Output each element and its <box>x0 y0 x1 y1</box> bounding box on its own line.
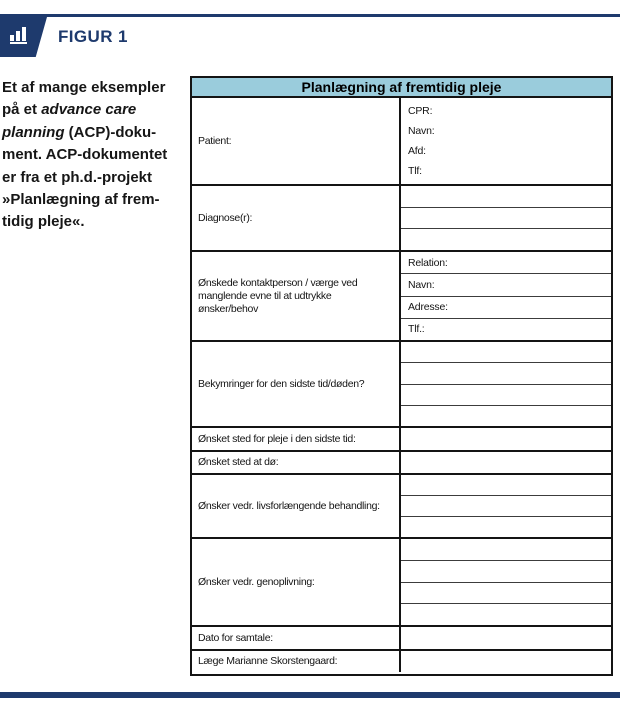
form-section <box>192 649 611 672</box>
caption-line: tidig pleje«. <box>2 213 85 231</box>
form-section-label: Ønskede kontaktperson / værge ved manglende evne til at udtrykke ønsker/behov <box>192 252 401 340</box>
form-field-blank <box>401 186 611 207</box>
form-section-fields <box>401 452 611 473</box>
caption-line: »Planlægning af frem- <box>2 191 160 209</box>
form-field-blank <box>401 582 611 604</box>
figure-caption <box>2 77 188 234</box>
form-field-label: Tlf: <box>408 165 422 177</box>
form-section-fields <box>401 252 611 340</box>
form-section-label: Ønsket sted at dø: <box>192 452 401 473</box>
form-field-blank <box>401 428 611 450</box>
caption-line: ment. ACP-dokumentet <box>2 146 168 164</box>
form-section-fields <box>401 627 611 649</box>
footer-rule <box>0 692 620 698</box>
form-field-blank <box>401 342 611 362</box>
form-field-label: Tlf.: <box>401 318 611 340</box>
form-section-label: Dato for samtale: <box>192 627 401 649</box>
form-field-blank <box>401 405 611 426</box>
form-field-blank <box>401 539 611 560</box>
form-section <box>192 98 611 184</box>
form-field-blank <box>401 560 611 582</box>
figure-label: FIGUR 1 <box>58 27 128 46</box>
form-section-fields <box>401 428 611 450</box>
form-field-blank <box>401 384 611 405</box>
form-field-blank <box>401 362 611 383</box>
form-section <box>192 184 611 250</box>
form-body <box>192 98 611 672</box>
form-section-label: Diagnose(r): <box>192 186 401 250</box>
form-section <box>192 537 611 625</box>
form-field-blank <box>401 651 611 672</box>
form-field-blank <box>401 207 611 229</box>
form-field-blank <box>401 516 611 537</box>
form-section-label: Ønsker vedr. livsforlængende behandling: <box>192 475 401 537</box>
form-field-blank <box>401 475 611 495</box>
form-field-label: Adresse: <box>401 296 611 318</box>
form-section <box>192 426 611 450</box>
form-field-blank <box>401 603 611 625</box>
form-section-label: Patient: <box>192 98 401 184</box>
form-field-blank <box>401 452 611 473</box>
form-section-label: Læge Marianne Skorstengaard: <box>192 651 401 672</box>
form-section-fields <box>401 186 611 250</box>
form-section-fields <box>401 342 611 426</box>
caption-line: Et af mange eksempler <box>2 79 166 96</box>
form-section <box>192 450 611 473</box>
figure-badge <box>0 17 47 57</box>
caption-line: på et advance care <box>2 101 137 119</box>
acp-form <box>190 76 613 676</box>
form-section-label: Ønsker vedr. genoplivning: <box>192 539 401 625</box>
form-field-blank <box>401 228 611 250</box>
form-section-label: Bekymringer for den sidste tid/døden? <box>192 342 401 426</box>
caption-line: planning (ACP)-doku- <box>2 123 157 141</box>
form-field-blank <box>401 627 611 649</box>
form-section-fields <box>401 475 611 537</box>
form-field-label: Relation: <box>408 256 448 269</box>
form-field-label: CPR: <box>408 105 433 117</box>
form-title: Planlægning af fremtidig pleje <box>192 78 611 98</box>
form-section-label: Ønsket sted for pleje i den sidste tid: <box>192 428 401 450</box>
form-section-fields <box>401 539 611 625</box>
form-section <box>192 473 611 537</box>
bar-chart-icon <box>0 25 32 50</box>
form-section <box>192 340 611 426</box>
form-section <box>192 250 611 340</box>
form-section-fields <box>401 98 611 184</box>
form-section-fields <box>401 651 611 672</box>
form-field-blank <box>401 495 611 516</box>
form-section <box>192 625 611 649</box>
form-field-label: Navn: <box>408 125 435 137</box>
form-field-label: Afd: <box>408 145 426 157</box>
caption-line: er fra et ph.d.-projekt <box>2 168 153 186</box>
form-field-label: Navn: <box>401 273 611 295</box>
